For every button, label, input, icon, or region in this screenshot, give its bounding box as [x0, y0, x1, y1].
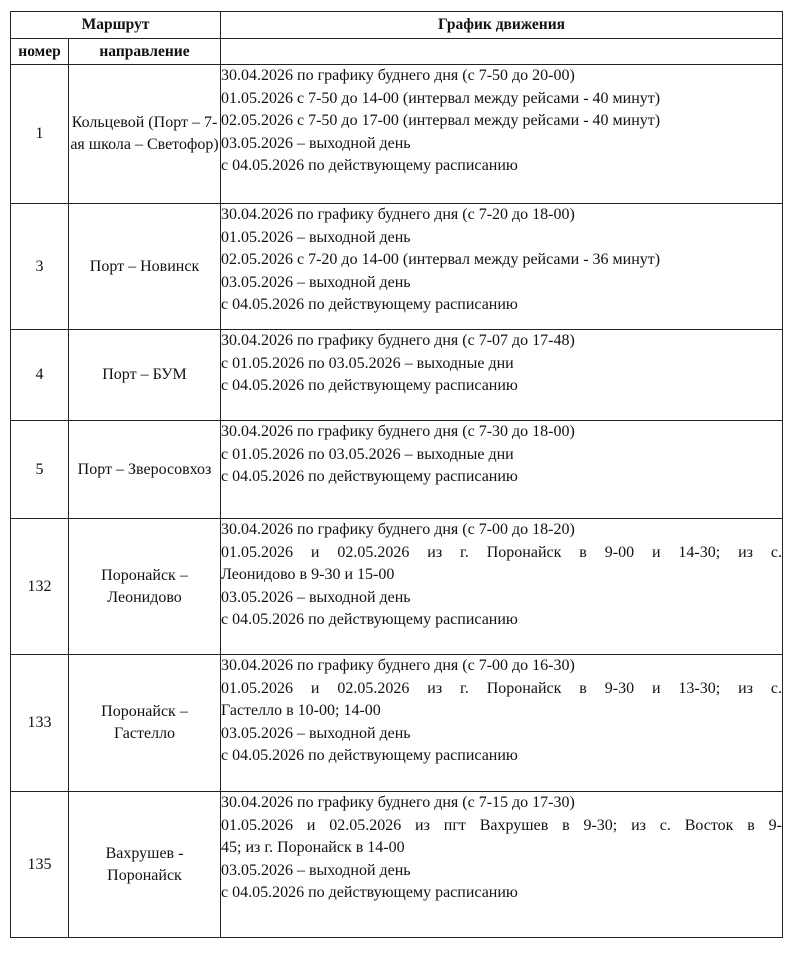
schedule-line: 30.04.2026 по графику буднего дня (с 7-20 до 18-00): [221, 206, 575, 223]
schedule-line: 03.05.2026 – выходной день: [221, 134, 411, 152]
route-direction: Поронайск – Леонидово: [69, 519, 221, 655]
table-row: [11, 65, 783, 204]
schedule-line: с 04.05.2026 по действующему расписанию: [221, 296, 518, 313]
schedule-line: 01.05.2026 и 02.05.2026 из пгт Вахрушев в 9-30; из с. Восток в 9-: [221, 816, 782, 834]
route-schedule: [221, 330, 783, 421]
schedule-subheader-empty: [221, 39, 783, 65]
schedule-line: с 01.05.2026 по 03.05.2026 – выходные дни: [221, 445, 514, 463]
schedule-line: 01.05.2026 и 02.05.2026 из г. Поронайск в 9-30 и 13-30; из с.: [221, 679, 782, 697]
route-direction: Вахрушев - Поронайск: [69, 792, 221, 938]
route-number: 1: [11, 65, 69, 204]
table-row: [11, 655, 783, 792]
route-number: 133: [11, 655, 69, 792]
route-number: 3: [11, 204, 69, 330]
route-direction: Порт – Зверосовхоз: [69, 421, 221, 519]
schedule-line: Леонидово в 9-30 и 15-00: [221, 566, 395, 583]
schedule-line: 30.04.2026 по графику буднего дня (с 7-07 до 17-48): [221, 332, 575, 349]
schedule-line: 03.05.2026 – выходной день: [221, 273, 411, 291]
route-schedule: [221, 65, 783, 204]
route-direction: Порт – Новинск: [69, 204, 221, 330]
table-row: [11, 421, 783, 519]
schedule-line: 45; из г. Поронайск в 14-00: [221, 839, 405, 856]
schedule-line: с 04.05.2026 по действующему расписанию: [221, 884, 518, 901]
table-row: [11, 330, 783, 421]
number-header: номер: [11, 39, 69, 65]
schedule-line: 03.05.2026 – выходной день: [221, 588, 411, 606]
schedule-line: с 04.05.2026 по действующему расписанию: [221, 377, 518, 394]
route-schedule: [221, 519, 783, 655]
schedule-header: График движения: [221, 12, 783, 39]
route-direction: Порт – БУМ: [69, 330, 221, 421]
schedule-line: 01.05.2026 – выходной день: [221, 228, 411, 246]
schedule-line: 30.04.2026 по графику буднего дня (с 7-15 до 17-30): [221, 794, 575, 811]
route-schedule: [221, 792, 783, 938]
schedule-line: с 04.05.2026 по действующему расписанию: [221, 157, 518, 174]
schedule-line: 02.05.2026 с 7-50 до 17-00 (интервал между рейсами - 40 минут): [221, 112, 661, 129]
route-number: 5: [11, 421, 69, 519]
table-row: [11, 204, 783, 330]
header-row-sub: [11, 39, 783, 65]
header-row-main: [11, 12, 783, 39]
schedule-line: 30.04.2026 по графику буднего дня (с 7-50 до 20-00): [221, 67, 575, 84]
schedule-line: 03.05.2026 – выходной день: [221, 724, 411, 742]
schedule-line: 30.04.2026 по графику буднего дня (с 7-00 до 16-30): [221, 657, 575, 674]
schedule-line: 03.05.2026 – выходной день: [221, 861, 411, 879]
schedule-line: с 01.05.2026 по 03.05.2026 – выходные дни: [221, 354, 514, 372]
schedule-line: 01.05.2026 и 02.05.2026 из г. Поронайск в 9-00 и 14-30; из с.: [221, 543, 782, 561]
direction-header: направление: [69, 39, 221, 65]
schedule-line: Гастелло в 10-00; 14-00: [221, 702, 381, 719]
schedule-line: с 04.05.2026 по действующему расписанию: [221, 468, 518, 485]
route-schedule: [221, 204, 783, 330]
route-number: 132: [11, 519, 69, 655]
schedule-line: 02.05.2026 с 7-20 до 14-00 (интервал между рейсами - 36 минут): [221, 251, 661, 268]
schedule-line: 01.05.2026 с 7-50 до 14-00 (интервал между рейсами - 40 минут): [221, 89, 661, 107]
schedule-line: с 04.05.2026 по действующему расписанию: [221, 611, 518, 628]
route-header: Маршрут: [11, 12, 221, 39]
schedule-line: 30.04.2026 по графику буднего дня (с 7-30 до 18-00): [221, 423, 575, 440]
route-schedule: [221, 655, 783, 792]
table-row: [11, 519, 783, 655]
route-number: 135: [11, 792, 69, 938]
table-row: [11, 792, 783, 938]
schedule-table: [10, 11, 783, 938]
route-direction: Поронайск – Гастелло: [69, 655, 221, 792]
route-schedule: [221, 421, 783, 519]
schedule-line: 30.04.2026 по графику буднего дня (с 7-00 до 18-20): [221, 521, 575, 538]
route-direction: Кольцевой (Порт – 7-ая школа – Светофор): [69, 65, 221, 204]
route-number: 4: [11, 330, 69, 421]
schedule-line: с 04.05.2026 по действующему расписанию: [221, 747, 518, 764]
